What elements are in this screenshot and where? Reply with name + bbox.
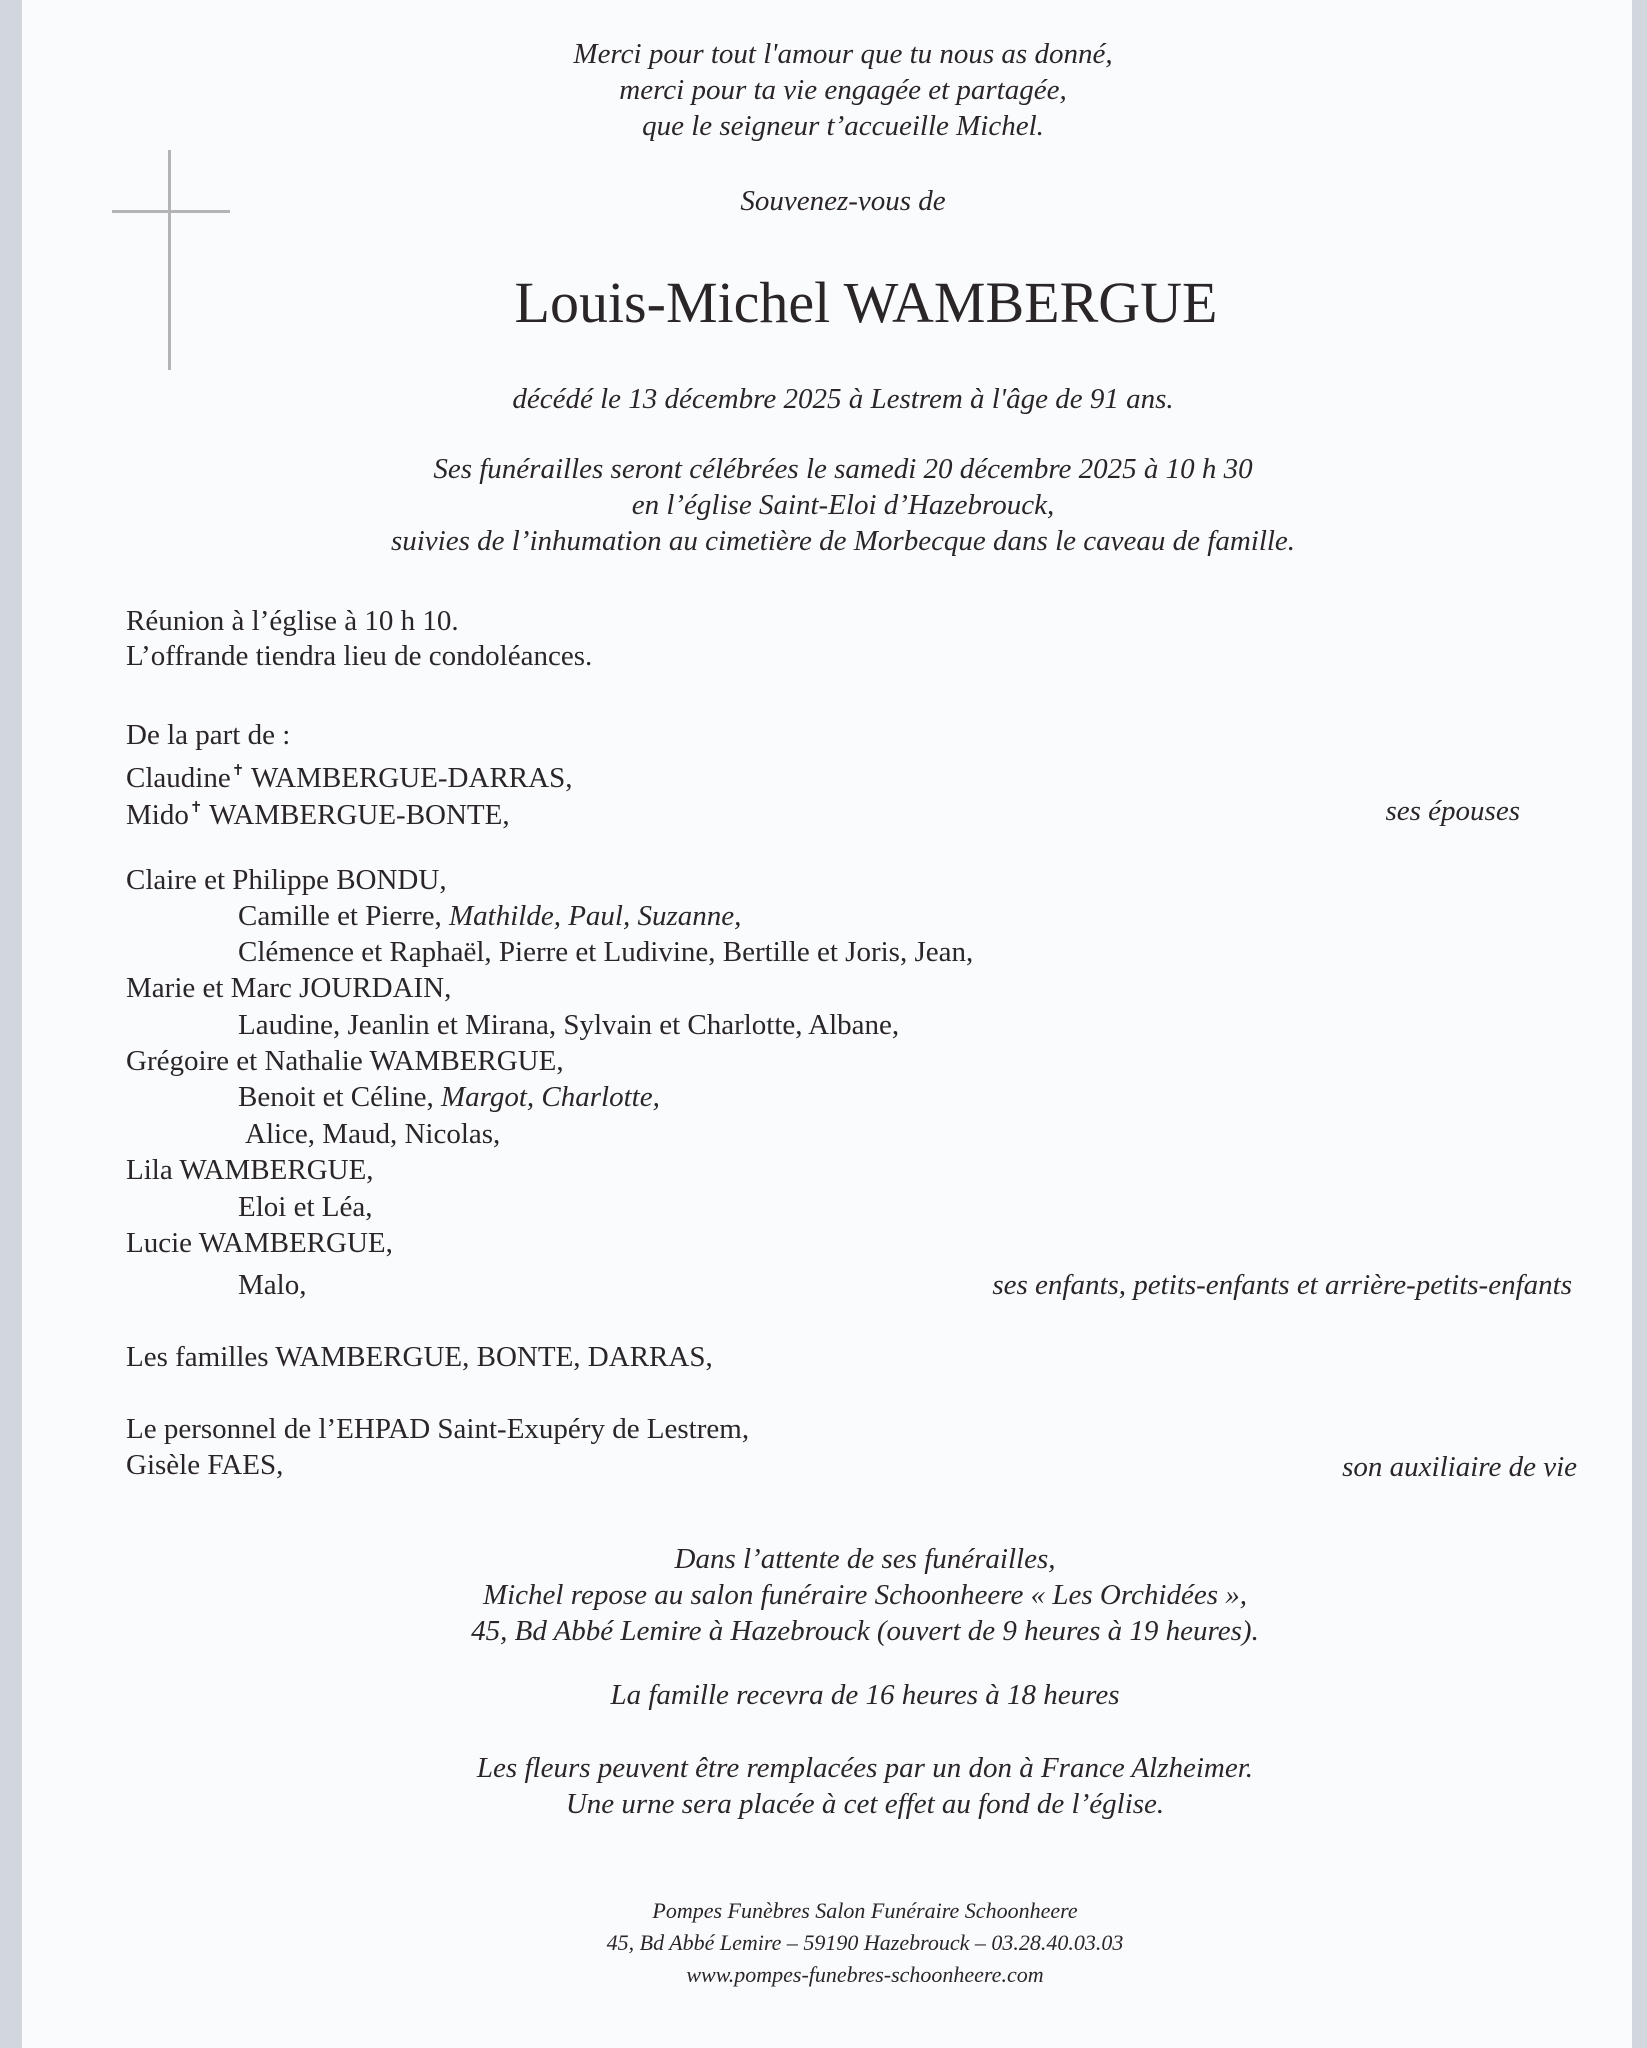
family-line: Marie et Marc JOURDAIN, — [126, 972, 452, 1004]
aide-role: son auxiliaire de vie — [1342, 1451, 1577, 1483]
waiting-info — [44, 1541, 1647, 1649]
flowers-line: Les fleurs peuvent être remplacées par un don à France Alzheimer. — [476, 1752, 1254, 1784]
offering-info: L’offrande tiendra lieu de condoléances. — [126, 640, 593, 672]
dagger-icon: ✝ — [231, 763, 245, 779]
dagger-icon: ✝ — [189, 800, 203, 816]
family-line: Eloi et Léa, — [238, 1191, 373, 1223]
poem-line: que le seigneur t’accueille Michel. — [642, 110, 1044, 142]
spouse-2: Mido✝ WAMBERGUE-BONTE, — [126, 799, 510, 831]
footer — [22, 1895, 1647, 1991]
meeting-info: Réunion à l’église à 10 h 10. — [126, 605, 459, 637]
waiting-line: Dans l’attente de ses funérailles, — [674, 1543, 1056, 1575]
flowers-line: Une urne sera placée à cet effet au fond de l’église. — [565, 1788, 1165, 1820]
reception-info: La famille recevra de 16 heures à 18 heures — [610, 1679, 1120, 1711]
poem-line: Merci pour tout l'amour que tu nous as donné, — [573, 38, 1113, 70]
footer-address: 45, Bd Abbé Lemire – 59190 Hazebrouck – 03.28.40.03.03 — [606, 1930, 1124, 1955]
poem-line: merci pour ta vie engagée et partagée, — [619, 74, 1067, 106]
funeral-line: en l’église Saint-Eloi d’Hazebrouck, — [631, 489, 1055, 521]
footer-company: Pompes Funèbres Salon Funéraire Schoonheere — [652, 1898, 1078, 1923]
families-line: Les familles WAMBERGUE, BONTE, DARRAS, — [126, 1341, 713, 1373]
poem — [22, 36, 1647, 144]
family-line: Benoit et Céline, Margot, Charlotte, — [238, 1081, 660, 1113]
funeral-details — [22, 451, 1647, 559]
family-line: Alice, Maud, Nicolas, — [245, 1118, 501, 1150]
remember-label: Souvenez-vous de — [740, 185, 946, 217]
spouse-1: Claudine✝ WAMBERGUE-DARRAS, — [126, 762, 573, 794]
family-line: Lucie WAMBERGUE, — [126, 1227, 393, 1259]
family-line: Grégoire et Nathalie WAMBERGUE, — [126, 1045, 564, 1077]
funeral-line: suivies de l’inhumation au cimetière de Morbecque dans le caveau de famille. — [390, 525, 1296, 557]
family-line: Claire et Philippe BONDU, — [126, 864, 447, 896]
death-notice: décédé le 13 décembre 2025 à Lestrem à l'âge de 91 ans. — [512, 383, 1174, 415]
staff-line: Le personnel de l’EHPAD Saint-Exupéry de Lestrem, — [126, 1413, 750, 1445]
family-line: Laudine, Jeanlin et Mirana, Sylvain et Charlotte, Albane, — [238, 1009, 900, 1041]
family-line: Camille et Pierre, Mathilde, Paul, Suzanne, — [238, 900, 742, 932]
funeral-line: Ses funérailles seront célébrées le samedi 20 décembre 2025 à 10 h 30 — [433, 453, 1253, 485]
family-line: Lila WAMBERGUE, — [126, 1154, 374, 1186]
flowers-info — [44, 1750, 1647, 1822]
family-line: Clémence et Raphaël, Pierre et Ludivine, Bertille et Joris, Jean, — [238, 936, 974, 968]
family-line: Malo, — [238, 1269, 307, 1301]
aide-name: Gisèle FAES, — [126, 1449, 284, 1481]
spouses-role: ses épouses — [1385, 795, 1520, 827]
deceased-name: Louis-Michel WAMBERGUE — [514, 270, 1218, 335]
from-label: De la part de : — [126, 719, 291, 751]
waiting-line: Michel repose au salon funéraire Schoonheere « Les Orchidées », — [482, 1579, 1248, 1611]
waiting-line: 45, Bd Abbé Lemire à Hazebrouck (ouvert de 9 heures à 19 heures). — [471, 1615, 1259, 1647]
family-role: ses enfants, petits-enfants et arrière-petits-enfants — [992, 1269, 1572, 1301]
obituary-card — [22, 0, 1632, 2048]
footer-website: www.pompes-funebres-schoonheere.com — [686, 1962, 1044, 1987]
